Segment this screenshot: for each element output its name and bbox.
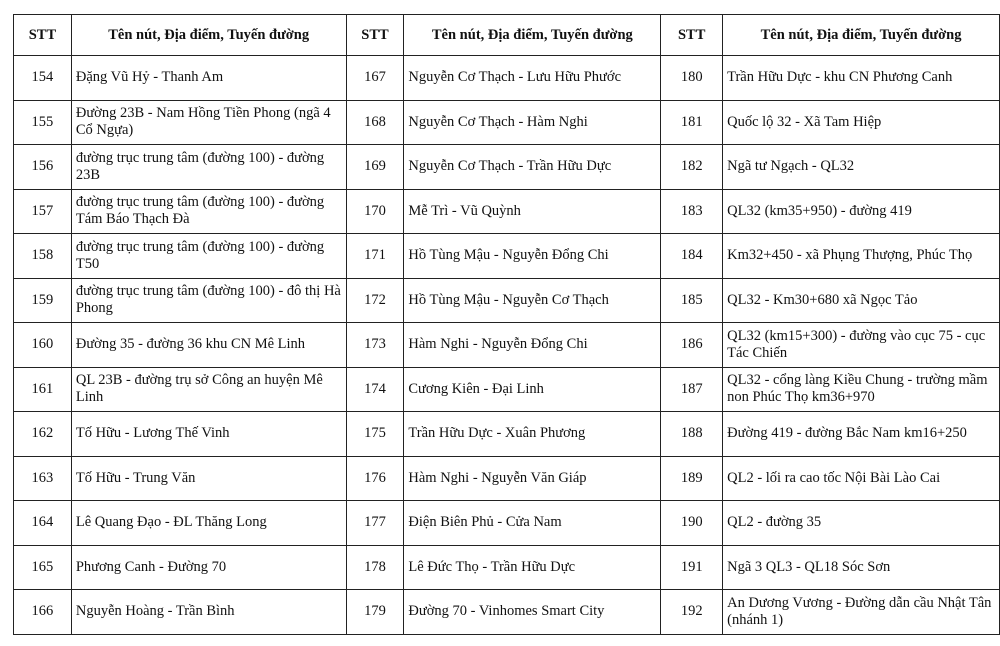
table-row xyxy=(14,100,1000,145)
traffic-nodes-table xyxy=(13,14,1000,635)
row-number-cell: 156 xyxy=(14,145,72,190)
location-name-cell: Hàm Nghi - Nguyễn Đổng Chi xyxy=(404,323,661,368)
row-number-cell: 171 xyxy=(346,234,404,279)
row-number-cell: 155 xyxy=(14,100,72,145)
table-row xyxy=(14,456,1000,501)
location-name-cell: Đường 23B - Nam Hồng Tiền Phong (ngã 4 Cổ Ngựa) xyxy=(71,100,346,145)
location-name-cell: QL32 (km35+950) - đường 419 xyxy=(723,189,1000,234)
row-number-cell: 185 xyxy=(661,278,723,323)
header-name: Tên nút, Địa điểm, Tuyến đường xyxy=(404,15,661,56)
location-name-cell: Điện Biên Phủ - Cửa Nam xyxy=(404,501,661,546)
header-name: Tên nút, Địa điểm, Tuyến đường xyxy=(71,15,346,56)
location-name-cell: Ngã 3 QL3 - QL18 Sóc Sơn xyxy=(723,545,1000,590)
row-number-cell: 190 xyxy=(661,501,723,546)
table-row xyxy=(14,590,1000,635)
location-name-cell: QL2 - lối ra cao tốc Nội Bài Lào Cai xyxy=(723,456,1000,501)
row-number-cell: 173 xyxy=(346,323,404,368)
location-name-cell: Quốc lộ 32 - Xã Tam Hiệp xyxy=(723,100,1000,145)
location-name-cell: Cương Kiên - Đại Linh xyxy=(404,367,661,412)
location-name-cell: Nguyễn Cơ Thạch - Hàm Nghi xyxy=(404,100,661,145)
header-stt: STT xyxy=(661,15,723,56)
row-number-cell: 169 xyxy=(346,145,404,190)
location-name-cell: đường trục trung tâm (đường 100) - đô thị Hà Phong xyxy=(71,278,346,323)
row-number-cell: 172 xyxy=(346,278,404,323)
location-name-cell: đường trục trung tâm (đường 100) - đường 23B xyxy=(71,145,346,190)
location-name-cell: Hàm Nghi - Nguyễn Văn Giáp xyxy=(404,456,661,501)
row-number-cell: 160 xyxy=(14,323,72,368)
location-name-cell: Đặng Vũ Hỷ - Thanh Am xyxy=(71,56,346,101)
location-name-cell: QL32 - cổng làng Kiều Chung - trường mầm non Phúc Thọ km36+970 xyxy=(723,367,1000,412)
row-number-cell: 162 xyxy=(14,412,72,457)
table-row xyxy=(14,501,1000,546)
row-number-cell: 182 xyxy=(661,145,723,190)
row-number-cell: 158 xyxy=(14,234,72,279)
table-body xyxy=(14,56,1000,635)
table-row xyxy=(14,145,1000,190)
location-name-cell: Trần Hữu Dực - Xuân Phương xyxy=(404,412,661,457)
table-row xyxy=(14,278,1000,323)
row-number-cell: 183 xyxy=(661,189,723,234)
row-number-cell: 188 xyxy=(661,412,723,457)
location-name-cell: QL 23B - đường trụ sở Công an huyện Mê Linh xyxy=(71,367,346,412)
row-number-cell: 180 xyxy=(661,56,723,101)
location-name-cell: Mễ Trì - Vũ Quỳnh xyxy=(404,189,661,234)
row-number-cell: 174 xyxy=(346,367,404,412)
location-name-cell: Nguyễn Hoàng - Trần Bình xyxy=(71,590,346,635)
location-name-cell: Đường 419 - đường Bắc Nam km16+250 xyxy=(723,412,1000,457)
table-row xyxy=(14,412,1000,457)
header-name: Tên nút, Địa điểm, Tuyến đường xyxy=(723,15,1000,56)
row-number-cell: 157 xyxy=(14,189,72,234)
header-stt: STT xyxy=(14,15,72,56)
location-name-cell: Lê Đức Thọ - Trần Hữu Dực xyxy=(404,545,661,590)
row-number-cell: 161 xyxy=(14,367,72,412)
row-number-cell: 168 xyxy=(346,100,404,145)
table-row xyxy=(14,545,1000,590)
location-name-cell: đường trục trung tâm (đường 100) - đường T50 xyxy=(71,234,346,279)
location-name-cell: Tố Hữu - Trung Văn xyxy=(71,456,346,501)
row-number-cell: 177 xyxy=(346,501,404,546)
location-name-cell: Đường 35 - đường 36 khu CN Mê Linh xyxy=(71,323,346,368)
table-row xyxy=(14,234,1000,279)
row-number-cell: 164 xyxy=(14,501,72,546)
row-number-cell: 178 xyxy=(346,545,404,590)
row-number-cell: 166 xyxy=(14,590,72,635)
location-name-cell: An Dương Vương - Đường dẫn cầu Nhật Tân (nhánh 1) xyxy=(723,590,1000,635)
row-number-cell: 189 xyxy=(661,456,723,501)
row-number-cell: 163 xyxy=(14,456,72,501)
row-number-cell: 176 xyxy=(346,456,404,501)
location-name-cell: Hồ Tùng Mậu - Nguyễn Cơ Thạch xyxy=(404,278,661,323)
row-number-cell: 191 xyxy=(661,545,723,590)
row-number-cell: 154 xyxy=(14,56,72,101)
header-stt: STT xyxy=(346,15,404,56)
row-number-cell: 186 xyxy=(661,323,723,368)
location-name-cell: Trần Hữu Dực - khu CN Phương Canh xyxy=(723,56,1000,101)
location-name-cell: Km32+450 - xã Phụng Thượng, Phúc Thọ xyxy=(723,234,1000,279)
location-name-cell: Ngã tư Ngạch - QL32 xyxy=(723,145,1000,190)
row-number-cell: 170 xyxy=(346,189,404,234)
table-row xyxy=(14,323,1000,368)
location-name-cell: Hồ Tùng Mậu - Nguyễn Đổng Chi xyxy=(404,234,661,279)
row-number-cell: 184 xyxy=(661,234,723,279)
row-number-cell: 187 xyxy=(661,367,723,412)
location-name-cell: QL32 - Km30+680 xã Ngọc Tảo xyxy=(723,278,1000,323)
location-name-cell: Lê Quang Đạo - ĐL Thăng Long xyxy=(71,501,346,546)
table-row xyxy=(14,56,1000,101)
location-name-cell: Tố Hữu - Lương Thế Vinh xyxy=(71,412,346,457)
location-name-cell: Nguyễn Cơ Thạch - Lưu Hữu Phước xyxy=(404,56,661,101)
location-name-cell: Đường 70 - Vinhomes Smart City xyxy=(404,590,661,635)
row-number-cell: 181 xyxy=(661,100,723,145)
location-name-cell: QL2 - đường 35 xyxy=(723,501,1000,546)
location-name-cell: Nguyễn Cơ Thạch - Trần Hữu Dực xyxy=(404,145,661,190)
table-row xyxy=(14,367,1000,412)
row-number-cell: 179 xyxy=(346,590,404,635)
location-name-cell: đường trục trung tâm (đường 100) - đường Tám Báo Thạch Đà xyxy=(71,189,346,234)
table-row xyxy=(14,189,1000,234)
location-name-cell: QL32 (km15+300) - đường vào cục 75 - cục Tác Chiến xyxy=(723,323,1000,368)
row-number-cell: 175 xyxy=(346,412,404,457)
row-number-cell: 165 xyxy=(14,545,72,590)
header-row xyxy=(14,15,1000,56)
row-number-cell: 167 xyxy=(346,56,404,101)
location-name-cell: Phương Canh - Đường 70 xyxy=(71,545,346,590)
row-number-cell: 192 xyxy=(661,590,723,635)
row-number-cell: 159 xyxy=(14,278,72,323)
